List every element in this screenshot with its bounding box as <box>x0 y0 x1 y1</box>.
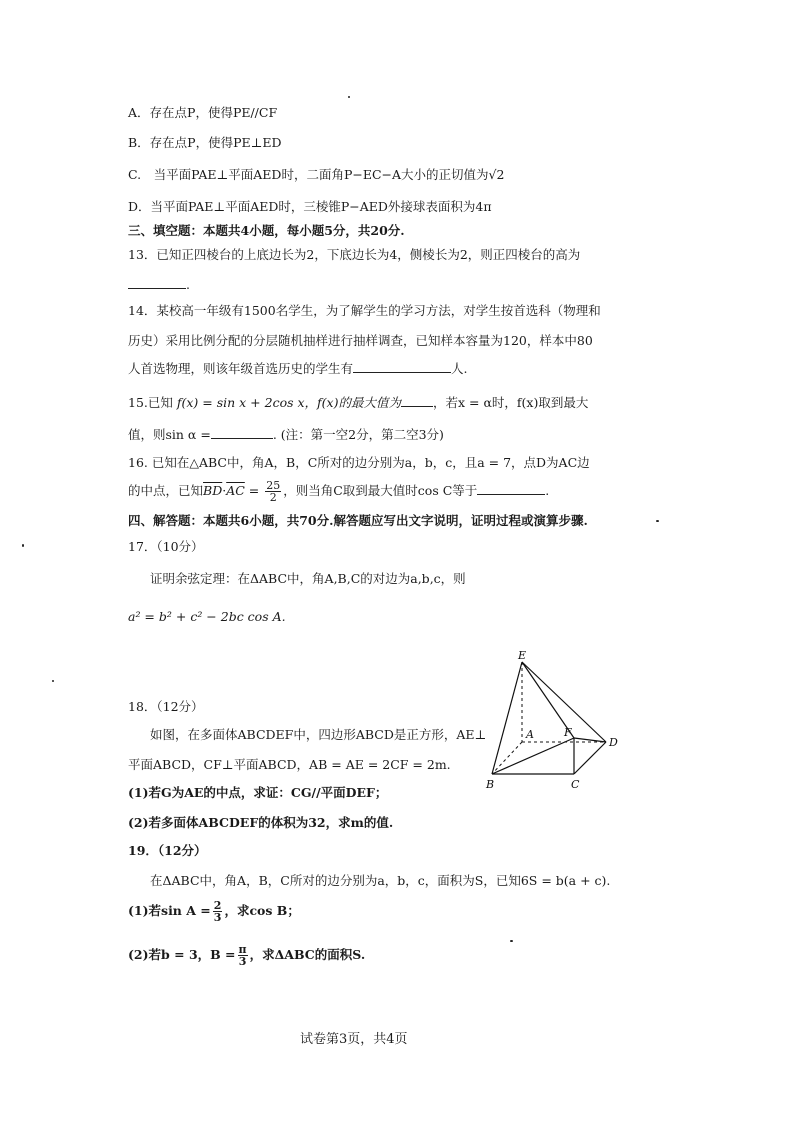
question-15-line2: 值，则sin α = . (注：第一空2分，第二空3分) <box>128 427 444 442</box>
edge-eb <box>492 662 522 774</box>
label-c: C <box>571 778 580 791</box>
page-footer: 试卷第3页，共4页 <box>300 1032 408 1047</box>
question-18-heading: 18．（12分） <box>128 699 204 714</box>
scan-speck <box>52 680 54 682</box>
answer-blank[interactable] <box>128 276 186 289</box>
fraction: $\frac{25}{2}$ <box>266 479 281 504</box>
option-c: C. 当平面PAE⊥平面AED时，二面角P−EC−A大小的正切值为√2 <box>128 167 505 182</box>
question-18-line2: 平面ABCD，CF⊥平面ABCD，AB = AE = 2CF = 2m. <box>128 757 451 772</box>
polyhedron-figure <box>482 648 632 798</box>
question-16-line2: 的中点，已知$\overline{BD}\cdot\overline{AC}$ = $\frac{25}{2}$ ，则当角C取到最大值时cos C等于 . <box>128 479 550 504</box>
option-b: B．存在点P，使得PE⊥ED <box>128 135 282 150</box>
label-b: B <box>486 778 495 791</box>
question-13-blank: . <box>128 276 190 294</box>
question-18-part2: (2)若多面体ABCDEF的体积为32，求m的值. <box>128 815 394 830</box>
edge-bf <box>492 738 574 774</box>
question-17-heading: 17．（10分） <box>128 539 204 554</box>
answer-blank[interactable] <box>211 426 273 439</box>
question-19-part2: (2)若b = 3，B = $\frac{\pi}{3}$ ，求ΔABC的面积S. <box>128 943 366 968</box>
label-e: E <box>518 649 527 662</box>
scan-speck <box>348 96 350 98</box>
option-d: D．当平面PAE⊥平面AED时，三棱锥P−AED外接球表面积为4π <box>128 199 492 214</box>
label-f: F <box>564 726 572 739</box>
question-18-line1: 如图，在多面体ABCDEF中，四边形ABCD是正方形，AE⊥ <box>150 727 487 742</box>
question-15-line1: 15.已知 f(x) = sin x + 2cos x，f(x)的最大值为 ，若x = α时，f(x)取到最大 <box>128 395 589 410</box>
fraction: $\frac{\pi}{3}$ <box>238 943 247 968</box>
option-a: A．存在点P，使得PE//CF <box>128 105 278 120</box>
label-d: D <box>609 736 618 749</box>
question-14-line3: 人首选物理，则该年级首选历史的学生有 人. <box>128 361 468 376</box>
question-14-line1: 14．某校高一年级有1500名学生，为了解学生的学习方法，对学生按首选科（物理和 <box>128 303 601 318</box>
question-19-part1: (1)若sin A = $\frac{2}{3}$ ，求cos B； <box>128 899 300 924</box>
question-14-line2: 历史）采用比例分配的分层随机抽样进行抽样调查，已知样本容量为120，样本中80 <box>128 333 593 348</box>
edge-fd <box>574 738 606 742</box>
section-4-heading: 四、解答题：本题共6小题，共70分.解答题应写出文字说明，证明过程或演算步骤. <box>128 513 588 528</box>
answer-blank[interactable] <box>401 394 433 407</box>
question-19-body: 在ΔABC中，角A，B，C所对的边分别为a，b，c，面积为S，已知6S = b(a + c). <box>150 873 611 888</box>
question-17-formula: a² = b² + c² − 2bc cos A. <box>128 609 286 624</box>
question-17-body: 证明余弦定理：在ΔABC中，角A,B,C的对边为a,b,c，则 <box>150 571 466 586</box>
question-13: 13．已知正四棱台的上底边长为2，下底边长为4，侧棱长为2，则正四棱台的高为 <box>128 247 581 262</box>
question-18-part1: (1)若G为AE的中点，求证：CG//平面DEF； <box>128 785 388 800</box>
scan-speck <box>656 520 659 522</box>
question-19-heading: 19．（12分） <box>128 843 207 858</box>
question-16-line1: 16. 已知在△ABC中，角A，B，C所对的边分别为a，b，c，且a = 7，点D为AC边 <box>128 455 590 470</box>
answer-blank[interactable] <box>477 482 545 495</box>
section-3-heading: 三、填空题：本题共4小题，每小题5分，共20分. <box>128 223 405 238</box>
scan-speck <box>22 544 24 547</box>
label-a: A <box>526 728 534 741</box>
edge-cd <box>574 742 606 774</box>
scan-speck <box>510 940 513 942</box>
answer-blank[interactable] <box>353 360 451 373</box>
fraction: $\frac{2}{3}$ <box>213 899 222 924</box>
